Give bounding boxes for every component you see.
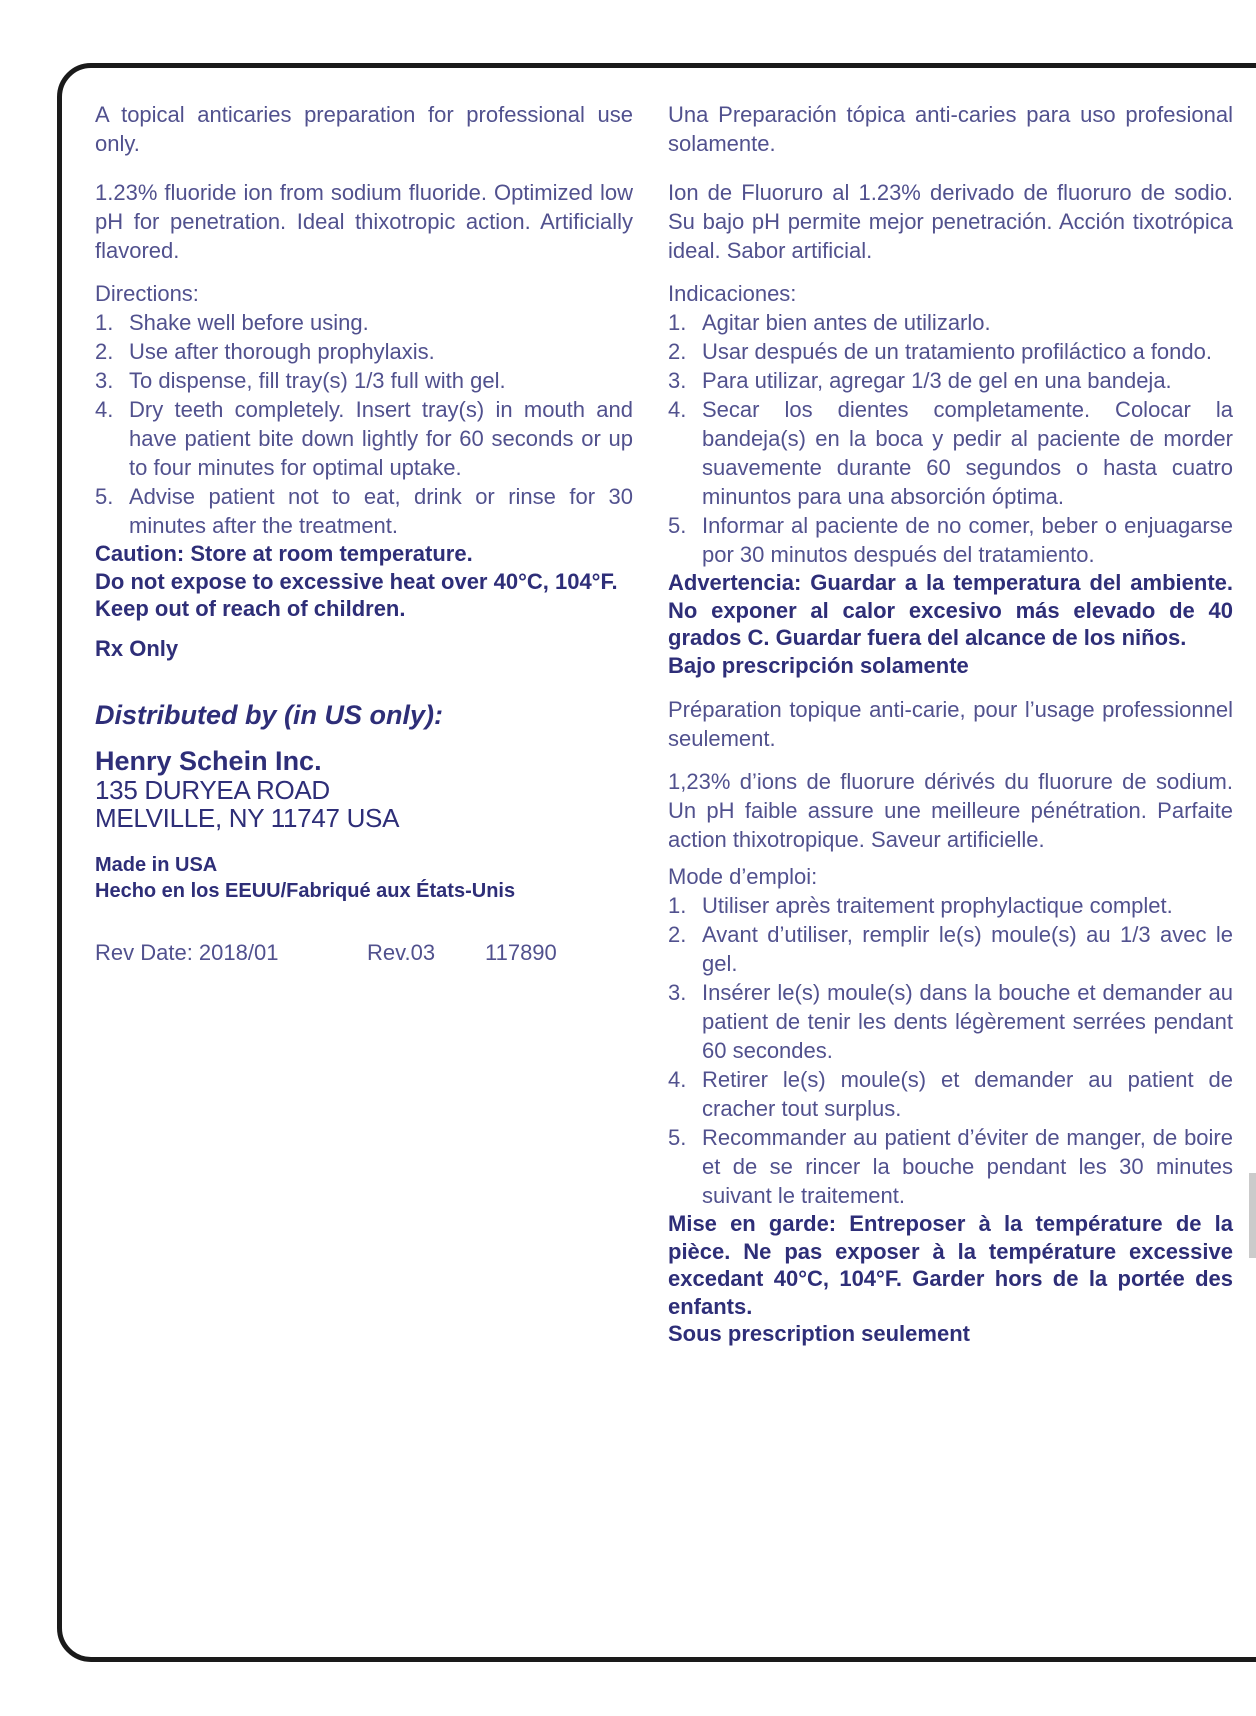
direction-text: Advise patient not to eat, drink or rinse for 30 minutes after the treatment. [129, 484, 633, 538]
direction-text: Secar los dientes completamente. Colocar la bandeja(s) en la boca y pedir al paciente de morder suavemente durante 60 segundos o hasta cuatro minuntos para una absorción óptima. [702, 397, 1233, 509]
direction-text: Agitar bien antes de utilizarlo. [702, 310, 991, 335]
direction-item [668, 1065, 1233, 1123]
rev-date-text: Rev Date: 2018/01 [95, 940, 279, 965]
direction-number: 1. [668, 310, 687, 335]
direction-text: Informar al paciente de no comer, beber o enjuagarse por 30 minutos después del tratamiento. [702, 513, 1233, 567]
french-composition-paragraph: 1,23% d’ions de fluorure dérivés du fluorure de sodium. Un pH faible assure une meilleure pénétration. Parfaite action thixotropique. Saveur artificielle. [668, 769, 1233, 852]
direction-item [668, 366, 1233, 395]
rev-number-text: Rev.03 [367, 940, 436, 965]
french-directions-heading: Mode d’emploi: [668, 864, 818, 889]
direction-item [95, 366, 633, 395]
direction-number: 3. [95, 368, 114, 393]
direction-item [668, 511, 1233, 569]
french-directions-list [668, 891, 1233, 1210]
spanish-rx-only-text: Bajo prescripción solamente [668, 652, 969, 678]
direction-text: To dispense, fill tray(s) 1/3 full with gel. [129, 368, 506, 393]
direction-number: 1. [95, 310, 114, 335]
revision-row [95, 938, 633, 967]
direction-number: 4. [668, 397, 687, 422]
direction-item [668, 891, 1233, 920]
distributed-by-heading: Distributed by (in US only): [95, 700, 443, 730]
direction-number: 2. [95, 339, 114, 364]
company-name: Henry Schein Inc. [95, 746, 322, 776]
direction-text: Utiliser après traitement prophylactique complet. [702, 893, 1173, 918]
direction-item [95, 482, 633, 540]
english-caution-block [95, 540, 633, 623]
company-address-line2: MELVILLE, NY 11747 USA [95, 803, 400, 833]
direction-number: 4. [668, 1067, 687, 1092]
direction-item [668, 308, 1233, 337]
made-in-usa-text: Made in USA [95, 854, 218, 876]
direction-number: 3. [668, 980, 687, 1005]
direction-text: Insérer le(s) moule(s) dans la bouche et demander au patient de tenir les dents légèrement serrées pendant 60 secondes. [702, 980, 1233, 1063]
company-address-line1: 135 DURYEA ROAD [95, 775, 330, 805]
direction-number: 1. [668, 893, 687, 918]
spanish-french-column [668, 100, 1233, 1348]
direction-text: Recommander au patient d’éviter de manger, de boire et de se rincer la bouche pendant les 30 minutes suivant le traitement. [702, 1125, 1233, 1208]
direction-number: 5. [668, 1125, 687, 1150]
english-column [95, 100, 633, 967]
spanish-section [668, 100, 1233, 679]
direction-item [95, 395, 633, 482]
french-rx-only-text: Sous prescription seulement [668, 1321, 970, 1346]
direction-text: Use after thorough prophylaxis. [129, 339, 435, 364]
direction-number: 5. [668, 513, 687, 538]
direction-item [668, 978, 1233, 1065]
english-directions-heading: Directions: [95, 281, 199, 306]
direction-item [668, 337, 1233, 366]
english-directions-list [95, 308, 633, 540]
spanish-intro-paragraph: Una Preparación tópica anti-caries para uso profesional solamente. [668, 102, 1233, 156]
direction-item [95, 308, 633, 337]
french-caution-paragraph: Mise en garde: Entreposer à la température de la pièce. Ne pas exposer à la température excessive excedant 40°C, 104°F. Garder hors de la portée des enfants. [668, 1211, 1233, 1319]
made-in-block [95, 852, 633, 904]
french-intro-paragraph: Préparation topique anti-carie, pour l’usage professionnel seulement. [668, 697, 1233, 751]
direction-number: 5. [95, 484, 114, 509]
spanish-directions-heading: Indicaciones: [668, 281, 797, 306]
rx-only-text: Rx Only [95, 635, 179, 661]
spanish-directions-list [668, 308, 1233, 569]
caution-line: Do not expose to excessive heat over 40°C, 104°F. [95, 568, 618, 594]
direction-item [668, 920, 1233, 978]
direction-item [668, 395, 1233, 511]
caution-line: Keep out of reach of children. [95, 596, 406, 621]
direction-text: Para utilizar, agregar 1/3 de gel en una bandeja. [702, 368, 1172, 393]
made-in-intl-text: Hecho en los EEUU/Fabriqué aux États-Unis [95, 880, 516, 902]
direction-text: Dry teeth completely. Insert tray(s) in mouth and have patient bite down lightly for 60 seconds or up to four minutes for optimal uptake. [129, 397, 633, 480]
direction-item [95, 337, 633, 366]
direction-number: 3. [668, 368, 687, 393]
direction-item [668, 1123, 1233, 1210]
direction-number: 2. [668, 339, 687, 364]
direction-text: Avant d’utiliser, remplir le(s) moule(s) au 1/3 avec le gel. [702, 922, 1233, 976]
english-composition-paragraph: 1.23% fluoride ion from sodium fluoride. Optimized low pH for penetration. Ideal thixotropic action. Artificially flavored. [95, 180, 633, 263]
direction-text: Usar después de un tratamiento profiláctico a fondo. [702, 339, 1212, 364]
direction-text: Shake well before using. [129, 310, 369, 335]
page-edge-mark [1249, 1173, 1256, 1258]
item-number-text: 117890 [485, 940, 557, 965]
spanish-caution-paragraph: Advertencia: Guardar a la temperatura del ambiente. No exponer al calor excesivo más elevado de 40 grados C. Guardar fuera del alcance de los niños. [668, 570, 1233, 650]
caution-line: Caution: Store at room temperature. [95, 541, 473, 566]
direction-number: 2. [668, 922, 687, 947]
spanish-composition-paragraph: Ion de Fluoruro al 1.23% derivado de fluoruro de sodio. Su bajo pH permite mejor penetración. Acción tixotrópica ideal. Sabor artificial. [668, 180, 1233, 263]
english-intro-paragraph: A topical anticaries preparation for professional use only. [95, 102, 633, 156]
direction-text: Retirer le(s) moule(s) et demander au patient de cracher tout surplus. [702, 1067, 1233, 1121]
direction-number: 4. [95, 397, 114, 422]
french-section [668, 695, 1233, 1348]
